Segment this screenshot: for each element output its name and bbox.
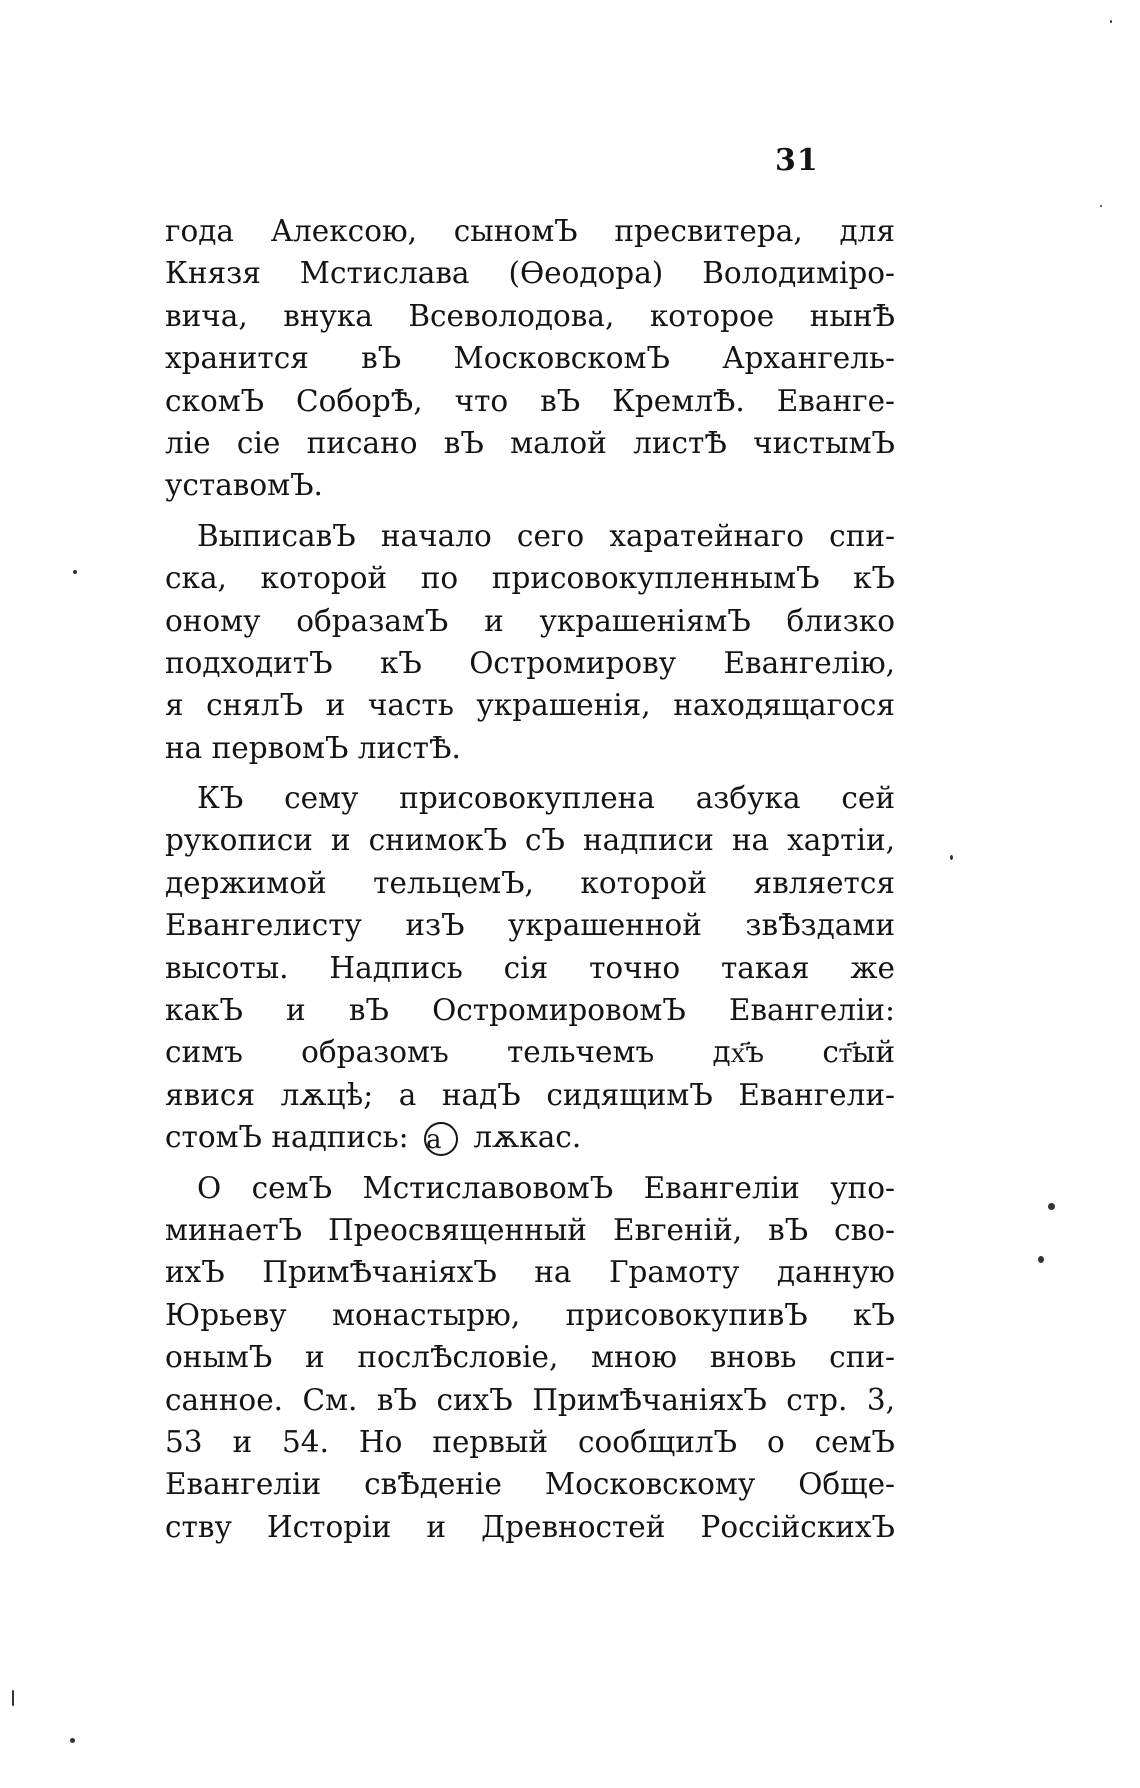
text-fragment: лѫкас. <box>473 1120 582 1155</box>
circled-letter: а <box>424 1122 458 1156</box>
text-line: минаетЪ Преосвященный Евгеній, вЪ сво- <box>165 1212 895 1247</box>
main-text <box>165 210 895 1548</box>
text-line: КЪ сему присовокуплена азбука сей <box>197 781 895 816</box>
scan-speck <box>1110 20 1112 23</box>
text-line: 53 и 54. Но первый сообщилЪ о семЪ <box>165 1424 895 1459</box>
text-line: онымЪ и послѢсловіе, мною вновь спи- <box>165 1340 895 1375</box>
text-line: О семЪ МстиславовомЪ Евангеліи упо- <box>197 1170 895 1205</box>
scan-speck <box>73 570 77 574</box>
text-line: уставомЪ. <box>165 468 323 503</box>
text-line: держимой тельцемЪ, которой является <box>165 865 895 900</box>
text-line: ска, которой по присовокупленнымЪ кЪ <box>165 561 895 596</box>
text-line-with-circled-letter <box>165 1116 895 1158</box>
page-number: 31 <box>775 143 819 178</box>
text-line: какЪ и вЪ ОстромировомЪ Евангеліи: <box>165 993 895 1028</box>
paragraph-4 <box>165 1167 895 1549</box>
scan-speck <box>1038 1256 1044 1263</box>
text-line: скомЪ СоборѢ, что вЪ КремлѢ. Еванге- <box>165 383 895 418</box>
text-line: ихЪ ПримѢчаніяхЪ на Грамоту данную <box>165 1255 895 1290</box>
scan-speck <box>1100 205 1102 207</box>
scan-speck <box>70 1738 75 1743</box>
text-line: ВыписавЪ начало сего харатейнаго спи- <box>197 518 895 553</box>
scan-speck <box>1048 1203 1055 1210</box>
paragraph-3 <box>165 777 895 1159</box>
text-line: оному образамЪ и украшеніямЪ близко <box>165 603 895 638</box>
paragraph-1 <box>165 210 895 507</box>
scan-speck <box>12 1690 14 1706</box>
text-line: Юрьеву монастырю, присовокупивЪ кЪ <box>165 1297 895 1332</box>
text-line: на первомЪ листѢ. <box>165 730 461 765</box>
text-line: подходитЪ кЪ Остромирову Евангелію, <box>165 645 895 680</box>
text-line: Князя Мстислава (Ѳеодора) Володиміро- <box>165 256 895 291</box>
paragraph-2 <box>165 515 895 769</box>
text-fragment: стомЪ надпись: <box>165 1120 409 1155</box>
text-line: Евангеліи свѢденіе Московскому Обще- <box>165 1467 895 1502</box>
text-line: ству Исторіи и Древностей РоссійскихЪ <box>165 1509 895 1544</box>
text-line: санное. См. вЪ сихЪ ПримѢчаніяхЪ стр. 3, <box>165 1382 895 1417</box>
text-line: хранится вЪ МосковскомЪ Архангель- <box>165 341 895 376</box>
scan-speck <box>950 855 953 860</box>
text-line: года Алексою, сыномЪ пресвитера, для <box>165 214 895 248</box>
text-line: я снялЪ и часть украшенія, находящагося <box>165 688 895 723</box>
text-line: рукописи и снимокЪ сЪ надписи на хартіи, <box>165 823 895 858</box>
text-line: вича, внука Всеволодова, которое нынѢ <box>165 298 895 333</box>
text-line: Евангелисту изЪ украшенной звѢздами <box>165 908 895 943</box>
text-line: явися лѫцѣ; а надЪ сидящимЪ Евангели- <box>165 1077 895 1112</box>
text-line: высоты. Надпись сія точно такая же <box>165 950 895 985</box>
text-line: ліе сіе писано вЪ малой листѢ чистымЪ <box>165 425 895 460</box>
old-slavonic-inscription: симъ образомъ тельчемъ дх҃ъ ст҃ый <box>165 1035 895 1070</box>
